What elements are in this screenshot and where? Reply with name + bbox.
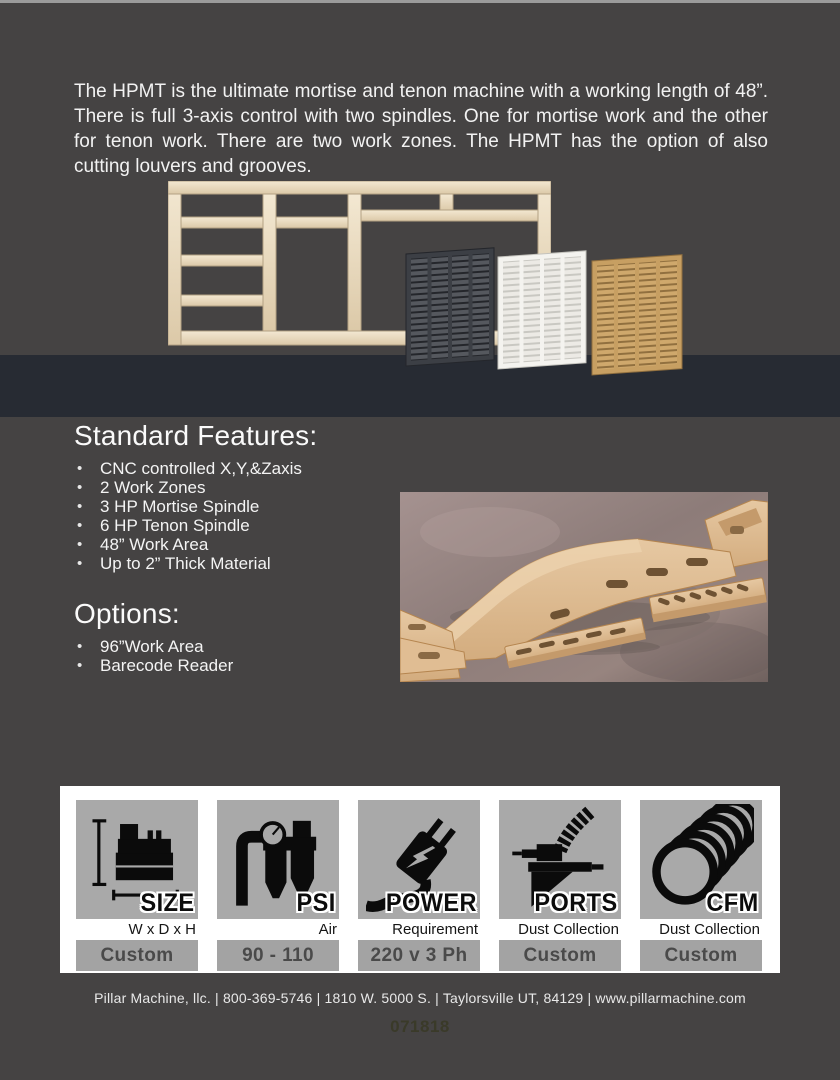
- spec-card-ports: [499, 800, 621, 973]
- standard-features-section: [74, 420, 414, 573]
- list-item: • 3 HP Mortise Spindle: [74, 497, 414, 516]
- power-icon-box: [358, 800, 480, 919]
- list-item: • 6 HP Tenon Spindle: [74, 516, 414, 535]
- list-item: • CNC controlled X,Y,&Zaxis: [74, 459, 414, 478]
- shutter-dark: [406, 248, 494, 366]
- psi-icon-box: [217, 800, 339, 919]
- spec-sublabel: Dust Collection: [659, 921, 760, 938]
- list-item: • 96”Work Area: [74, 637, 414, 656]
- spec-panel: [60, 786, 780, 973]
- shutter-white: [498, 251, 586, 369]
- list-item: • 2 Work Zones: [74, 478, 414, 497]
- spec-label: SIZE: [140, 889, 195, 917]
- spec-sublabel: Dust Collection: [518, 921, 619, 938]
- spec-label: CFM: [706, 889, 759, 917]
- list-item: • 48” Work Area: [74, 535, 414, 554]
- options-list: [74, 637, 414, 675]
- features-list: [74, 459, 414, 573]
- spec-label: POWER: [385, 889, 477, 917]
- spec-value: Custom: [76, 940, 198, 971]
- spec-sublabel: Requirement: [392, 921, 478, 938]
- spec-value: Custom: [499, 940, 621, 971]
- list-item: • Barecode Reader: [74, 656, 414, 675]
- spec-sublabel: Air: [318, 921, 337, 938]
- spec-label: PORTS: [534, 889, 618, 917]
- spec-label: PSI: [296, 889, 336, 917]
- size-icon-box: [76, 800, 198, 919]
- intro-paragraph: The HPMT is the ultimate mortise and tenon machine with a working length of 48”. There is full 3-axis control with two spindles. One for mortise work and the other for tenon work. There are two work zones. The HPMT has the option of also cutting louvers and grooves.: [74, 81, 768, 177]
- top-border-line: [0, 0, 840, 3]
- ports-icon-box: [499, 800, 621, 919]
- options-heading: Options:: [74, 598, 180, 629]
- spec-card-cfm: [640, 800, 762, 973]
- spec-card-power: [358, 800, 480, 973]
- shutters-image: [404, 240, 686, 378]
- spec-value: 220 v 3 Ph: [358, 940, 480, 971]
- spec-sublabel: W x D x H: [128, 921, 196, 938]
- spec-card-psi: [217, 800, 339, 973]
- list-item: • Up to 2” Thick Material: [74, 554, 414, 573]
- features-heading: Standard Features:: [74, 420, 318, 451]
- cfm-icon-box: [640, 800, 762, 919]
- footer-contact: Pillar Machine, llc. | 800-369-5746 | 1810 W. 5000 S. | Taylorsville UT, 84129 | www.pillarmachine.com: [94, 990, 746, 1006]
- spec-card-size: [76, 800, 198, 973]
- shutter-oak: [592, 255, 682, 375]
- document-code: 071818: [390, 1017, 450, 1036]
- options-section: [74, 598, 414, 675]
- product-photo: [400, 492, 768, 682]
- spec-value: 90 - 110: [217, 940, 339, 971]
- spec-value: Custom: [640, 940, 762, 971]
